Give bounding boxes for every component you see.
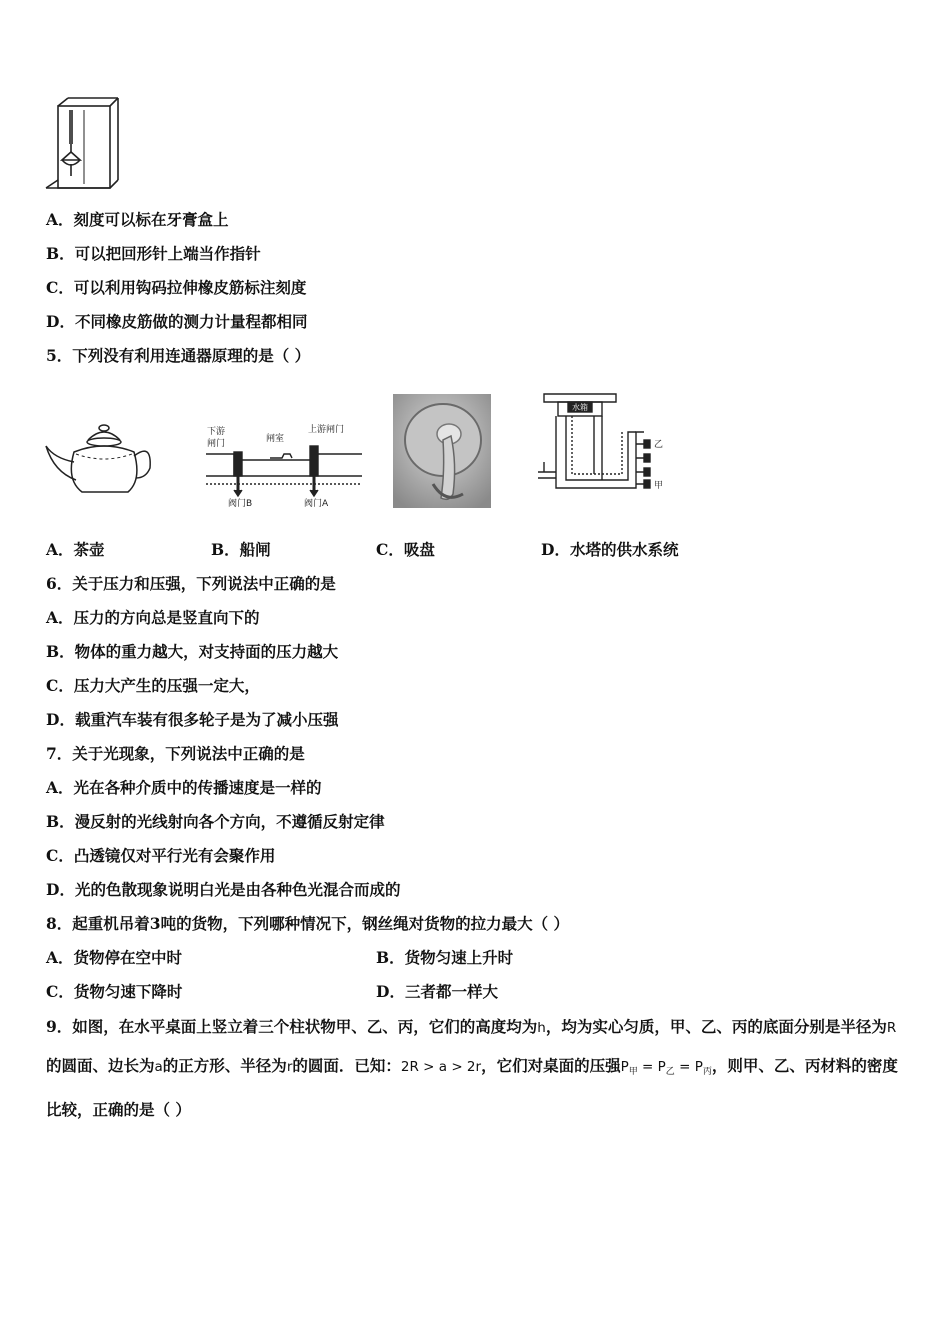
q8-option-d[interactable]: D．三者都一样大 — [376, 982, 498, 1001]
downstream-gate-label-line1: 下游 — [207, 427, 226, 437]
ship-lock-figure — [204, 424, 364, 512]
q8-option-b[interactable]: B．货物匀速上升时 — [376, 948, 514, 967]
valve-a-label: 阀门A — [304, 499, 329, 509]
q9-p-jia: P — [620, 1059, 629, 1075]
q4-option-a[interactable]: A．刻度可以标在牙膏盒上 — [46, 210, 229, 229]
q9-stem — [46, 1008, 906, 1129]
water-tower-figure — [536, 392, 686, 502]
valve-b-label: 阀门B — [228, 499, 253, 509]
suction-cup-photo — [393, 394, 491, 508]
q8-stem: 8．起重机吊着3吨的货物，下列哪种情况下，钢丝绳对货物的拉力最大（ ） — [46, 914, 569, 933]
q4-option-b[interactable]: B．可以把回形针上端当作指针 — [46, 244, 261, 263]
q6-option-c[interactable]: C．压力大产生的压强一定大， — [46, 676, 260, 695]
q8-option-a[interactable]: A．货物停在空中时 — [46, 948, 183, 967]
q9-sub-yi: 乙 — [665, 1067, 675, 1077]
q6-option-a[interactable]: A．压力的方向总是竖直向下的 — [46, 608, 260, 627]
spring-scale-figure — [44, 96, 124, 196]
q7-stem: 7．关于光现象，下列说法中正确的是 — [46, 744, 305, 763]
q8-option-c[interactable]: C．货物匀速下降时 — [46, 982, 183, 1001]
downstream-gate-label-line2: 闸门 — [207, 439, 226, 449]
q4-option-d[interactable]: D．不同橡皮筋做的测力计量程都相同 — [46, 312, 308, 331]
q5-stem: 5．下列没有利用连通器原理的是（ ） — [46, 346, 311, 365]
q9-text-5: 的圆面．已知： — [292, 1056, 401, 1075]
upstream-gate-label: 上游闸门 — [308, 425, 345, 435]
q5-option-b[interactable]: B．船闸 — [211, 540, 271, 559]
q9-text-3: 的圆面、边长为 — [46, 1056, 155, 1075]
yi-label: 乙 — [654, 440, 664, 450]
q9-r: r — [286, 1059, 293, 1075]
q9-eq1: = P — [637, 1059, 666, 1075]
q6-option-d[interactable]: D．载重汽车装有很多轮子是为了减小压强 — [46, 710, 339, 729]
tank-label: 水箱 — [572, 403, 588, 412]
q9-sub-jia: 甲 — [628, 1067, 638, 1077]
q9-sub-bing: 丙 — [702, 1067, 712, 1077]
q9-text-1: 9．如图，在水平桌面上竖立着三个柱状物甲、乙、丙，它们的高度均为 — [46, 1017, 538, 1036]
q7-option-c[interactable]: C．凸透镜仅对平行光有会聚作用 — [46, 846, 276, 865]
q7-option-b[interactable]: B．漫反射的光线射向各个方向，不遵循反射定律 — [46, 812, 385, 831]
jia-label: 甲 — [654, 481, 664, 491]
q9-text-4: 的正方形、半径为 — [162, 1056, 287, 1075]
q9-a: a — [154, 1059, 163, 1075]
chamber-label: 闸室 — [266, 434, 285, 444]
q9-eq2: = P — [674, 1059, 703, 1075]
q5-option-c[interactable]: C．吸盘 — [376, 540, 435, 559]
q7-option-a[interactable]: A．光在各种介质中的传播速度是一样的 — [46, 778, 322, 797]
q9-text-7: ，则甲、乙、丙材料的密度比较，正确的是（ ） — [46, 1056, 898, 1119]
q9-text-6: ，它们对桌面的压强 — [481, 1056, 621, 1075]
q7-option-d[interactable]: D．光的色散现象说明白光是由各种色光混合而成的 — [46, 880, 401, 899]
q6-option-b[interactable]: B．物体的重力越大，对支持面的压力越大 — [46, 642, 339, 661]
teapot-figure — [44, 418, 156, 500]
q9-text-2: ，均为实心匀质，甲、乙、丙的底面分别是半径为 — [545, 1017, 887, 1036]
q9-h: h — [537, 1020, 546, 1036]
q6-stem: 6．关于压力和压强，下列说法中正确的是 — [46, 574, 336, 593]
q4-option-c[interactable]: C．可以利用钩码拉伸橡皮筋标注刻度 — [46, 278, 307, 297]
q9-inequality: 2R > a > 2r — [400, 1059, 482, 1075]
q5-option-d[interactable]: D．水塔的供水系统 — [541, 540, 679, 559]
q9-R: R — [886, 1020, 897, 1036]
q5-option-a[interactable]: A．茶壶 — [46, 540, 105, 559]
